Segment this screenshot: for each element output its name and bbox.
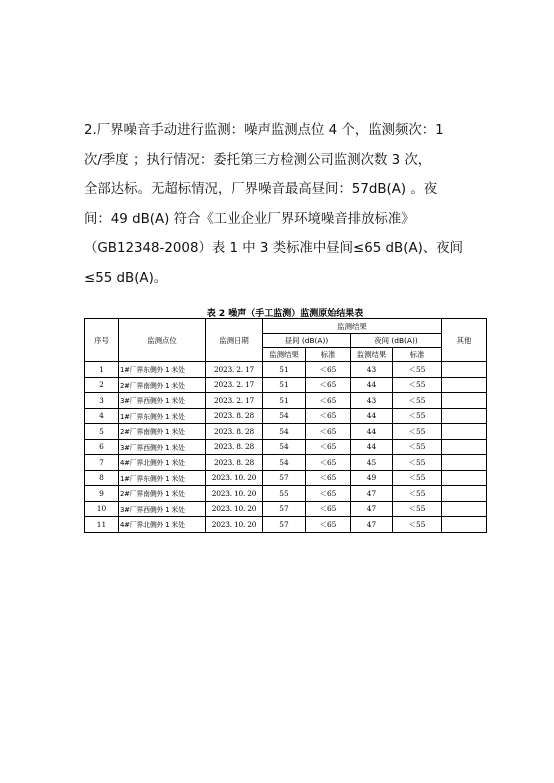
cell-date: 2023. 8. 28	[206, 424, 263, 440]
cell-night-result: 44	[351, 424, 393, 440]
cell-date: 2023. 10. 20	[206, 470, 263, 486]
table-row	[85, 393, 487, 409]
table-row	[85, 501, 487, 517]
table-row	[85, 455, 487, 471]
cell-other	[442, 439, 487, 455]
table-row	[85, 408, 487, 424]
header-nighttime: 夜间 (dB(A))	[351, 334, 442, 348]
cell-date: 2023. 2. 17	[206, 377, 263, 393]
cell-location: 2#厂界南侧外 1 米处	[119, 424, 206, 440]
cell-date: 2023. 10. 20	[206, 486, 263, 502]
cell-other	[442, 408, 487, 424]
cell-day-standard: ＜65	[306, 486, 351, 502]
cell-night-standard: ＜55	[393, 439, 442, 455]
cell-other	[442, 377, 487, 393]
cell-day-standard: ＜65	[306, 470, 351, 486]
cell-index: 8	[85, 470, 119, 486]
cell-date: 2023. 2. 17	[206, 393, 263, 409]
cell-index: 6	[85, 439, 119, 455]
cell-date: 2023. 10. 20	[206, 517, 263, 533]
cell-day-result: 51	[263, 362, 306, 378]
header-daytime: 昼间 (dB(A))	[263, 334, 351, 348]
paragraph-line: 2.厂界噪音手动进行监测：噪声监测点位 4 个，监测频次：1	[84, 123, 444, 138]
cell-location: 2#厂界南侧外 1 米处	[119, 486, 206, 502]
cell-date: 2023. 8. 28	[206, 439, 263, 455]
cell-day-standard: ＜65	[306, 517, 351, 533]
paragraph-line: 间：49 dB(A) 符合《工业企业厂界环境噪音排放标准》	[84, 211, 415, 227]
cell-day-result: 57	[263, 501, 306, 517]
cell-other	[442, 486, 487, 502]
cell-night-result: 43	[351, 393, 393, 409]
cell-location: 1#厂界东侧外 1 米处	[119, 408, 206, 424]
cell-night-result: 43	[351, 362, 393, 378]
cell-day-result: 57	[263, 517, 306, 533]
cell-index: 7	[85, 455, 119, 471]
cell-night-standard: ＜55	[393, 362, 442, 378]
cell-index: 1	[85, 362, 119, 378]
cell-night-standard: ＜55	[393, 393, 442, 409]
header-day-standard: 标准	[306, 348, 351, 362]
cell-night-result: 44	[351, 377, 393, 393]
cell-index: 11	[85, 517, 119, 533]
header-results: 监测结果	[263, 319, 442, 334]
paragraph-line: ≤55 dB(A)。	[84, 270, 168, 286]
cell-day-result: 55	[263, 486, 306, 502]
cell-location: 2#厂界南侧外 1 米处	[119, 377, 206, 393]
table-row	[85, 362, 487, 378]
cell-day-result: 54	[263, 455, 306, 471]
header-index: 序号	[85, 319, 119, 362]
cell-day-result: 54	[263, 424, 306, 440]
cell-night-result: 44	[351, 439, 393, 455]
cell-day-result: 54	[263, 439, 306, 455]
cell-index: 9	[85, 486, 119, 502]
cell-night-result: 47	[351, 501, 393, 517]
cell-day-standard: ＜65	[306, 424, 351, 440]
cell-date: 2023. 2. 17	[206, 362, 263, 378]
cell-index: 3	[85, 393, 119, 409]
cell-day-standard: ＜65	[306, 501, 351, 517]
cell-location: 3#厂界西侧外 1 米处	[119, 393, 206, 409]
cell-night-result: 44	[351, 408, 393, 424]
cell-night-result: 49	[351, 470, 393, 486]
cell-day-result: 51	[263, 377, 306, 393]
table-caption: 表 2 噪声（手工监测）监测原始结果表	[206, 309, 364, 319]
header-night-standard: 标准	[393, 348, 442, 362]
cell-night-standard: ＜55	[393, 455, 442, 471]
header-date: 监测日期	[206, 319, 263, 362]
cell-date: 2023. 10. 20	[206, 501, 263, 517]
cell-night-standard: ＜55	[393, 486, 442, 502]
cell-other	[442, 424, 487, 440]
cell-day-standard: ＜65	[306, 393, 351, 409]
cell-day-standard: ＜65	[306, 439, 351, 455]
cell-index: 2	[85, 377, 119, 393]
table-row	[85, 517, 487, 533]
cell-location: 1#厂界东侧外 1 米处	[119, 362, 206, 378]
header-location: 监测点位	[119, 319, 206, 362]
cell-index: 5	[85, 424, 119, 440]
cell-day-result: 51	[263, 393, 306, 409]
cell-day-standard: ＜65	[306, 408, 351, 424]
header-night-result: 监测结果	[351, 348, 393, 362]
cell-other	[442, 501, 487, 517]
cell-location: 3#厂界西侧外 1 米处	[119, 501, 206, 517]
cell-night-standard: ＜55	[393, 408, 442, 424]
cell-other	[442, 470, 487, 486]
table-row	[85, 377, 487, 393]
header-other: 其他	[442, 319, 487, 362]
cell-other	[442, 393, 487, 409]
cell-location: 4#厂界北侧外 1 米处	[119, 455, 206, 471]
cell-night-standard: ＜55	[393, 470, 442, 486]
table-row	[85, 486, 487, 502]
cell-date: 2023. 8. 28	[206, 408, 263, 424]
cell-day-standard: ＜65	[306, 377, 351, 393]
cell-day-result: 57	[263, 470, 306, 486]
cell-other	[442, 455, 487, 471]
cell-night-result: 47	[351, 517, 393, 533]
cell-night-result: 47	[351, 486, 393, 502]
cell-index: 10	[85, 501, 119, 517]
cell-other	[442, 362, 487, 378]
cell-date: 2023. 8. 28	[206, 455, 263, 471]
monitoring-paragraph	[84, 116, 486, 293]
cell-location: 1#厂界东侧外 1 米处	[119, 470, 206, 486]
noise-results-table	[84, 318, 487, 533]
table-row	[85, 424, 487, 440]
cell-day-result: 54	[263, 408, 306, 424]
paragraph-line: （GB12348-2008）表 1 中 3 类标准中昼间≤65 dB(A)、夜间	[84, 241, 464, 256]
cell-night-standard: ＜55	[393, 377, 442, 393]
cell-night-standard: ＜55	[393, 517, 442, 533]
cell-night-result: 45	[351, 455, 393, 471]
cell-night-standard: ＜55	[393, 501, 442, 517]
header-day-result: 监测结果	[263, 348, 306, 362]
cell-day-standard: ＜65	[306, 455, 351, 471]
table-row	[85, 470, 487, 486]
cell-index: 4	[85, 408, 119, 424]
table-row	[85, 439, 487, 455]
cell-location: 3#厂界西侧外 1 米处	[119, 439, 206, 455]
cell-night-standard: ＜55	[393, 424, 442, 440]
cell-day-standard: ＜65	[306, 362, 351, 378]
cell-other	[442, 517, 487, 533]
paragraph-line: 全部达标。无超标情况，厂界噪音最高昼间：57dB(A) 。夜	[84, 182, 438, 197]
cell-location: 4#厂界北侧外 1 米处	[119, 517, 206, 533]
paragraph-line: 次/季度 ；执行情况：委托第三方检测公司监测次数 3 次，	[84, 152, 432, 168]
